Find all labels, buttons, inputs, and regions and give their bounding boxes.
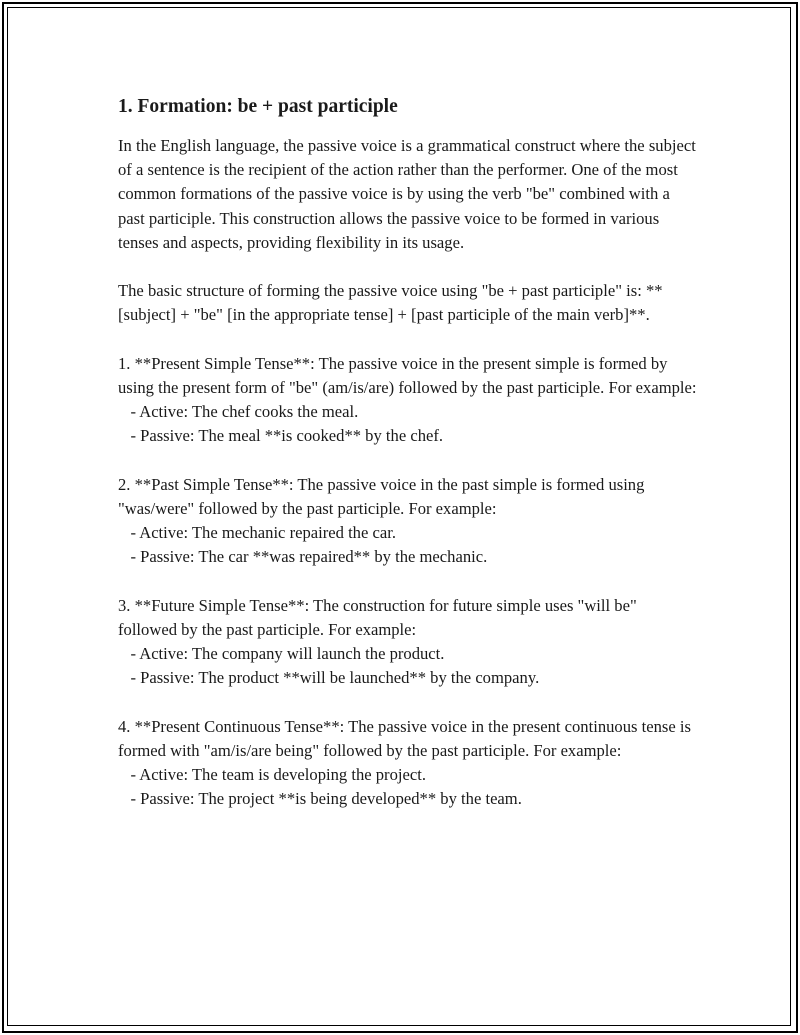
- tense-description: 1. **Present Simple Tense**: The passive voice in the present simple is formed by using the present form of "be" (am/is/are) followed by the past participle. For example:: [118, 353, 697, 397]
- intro-paragraph: In the English language, the passive voice is a grammatical construct where the subject of a sentence is the recipient of the action rather than the performer. One of the most common formations of the passive voice is by using the verb "be" combined with a past participle. This construction allows the passive voice to be formed in various tenses and aspects, providing flexibility in its usage.: [118, 136, 700, 252]
- paragraph-spacer: [118, 449, 698, 473]
- active-example: - Active: The company will launch the product.: [118, 644, 445, 664]
- passive-example: - Passive: The project **is being developed** by the team.: [118, 789, 522, 809]
- paragraph-spacer: [118, 255, 698, 279]
- passive-example: - Passive: The car **was repaired** by the mechanic.: [118, 547, 488, 567]
- section-heading: 1. Formation: be + past participle: [118, 96, 398, 117]
- active-example: - Active: The team is developing the project.: [118, 765, 426, 785]
- document-body: [118, 94, 698, 812]
- active-example: - Active: The mechanic repaired the car.: [118, 523, 396, 543]
- tense-description: 3. **Future Simple Tense**: The construction for future simple uses "will be" followed by the past participle. For example:: [118, 595, 641, 639]
- passive-example: - Passive: The product **will be launched** by the company.: [118, 668, 540, 688]
- paragraph-spacer: [118, 691, 698, 715]
- passive-example: - Passive: The meal **is cooked** by the chef.: [118, 426, 444, 446]
- tense-description: 4. **Present Continuous Tense**: The passive voice in the present continuous tense is formed with "am/is/are being" followed by the past participle. For example:: [118, 716, 696, 760]
- structure-paragraph: The basic structure of forming the passive voice using "be + past participle" is: **[subject] + "be" [in the appropriate tense] + [past participle of the main verb]**.: [118, 281, 663, 325]
- paragraph-spacer: [118, 328, 698, 352]
- tense-description: 2. **Past Simple Tense**: The passive voice in the past simple is formed using "was/were" followed by the past participle. For example:: [118, 474, 649, 518]
- paragraph-spacer: [118, 570, 698, 594]
- active-example: - Active: The chef cooks the meal.: [118, 402, 359, 422]
